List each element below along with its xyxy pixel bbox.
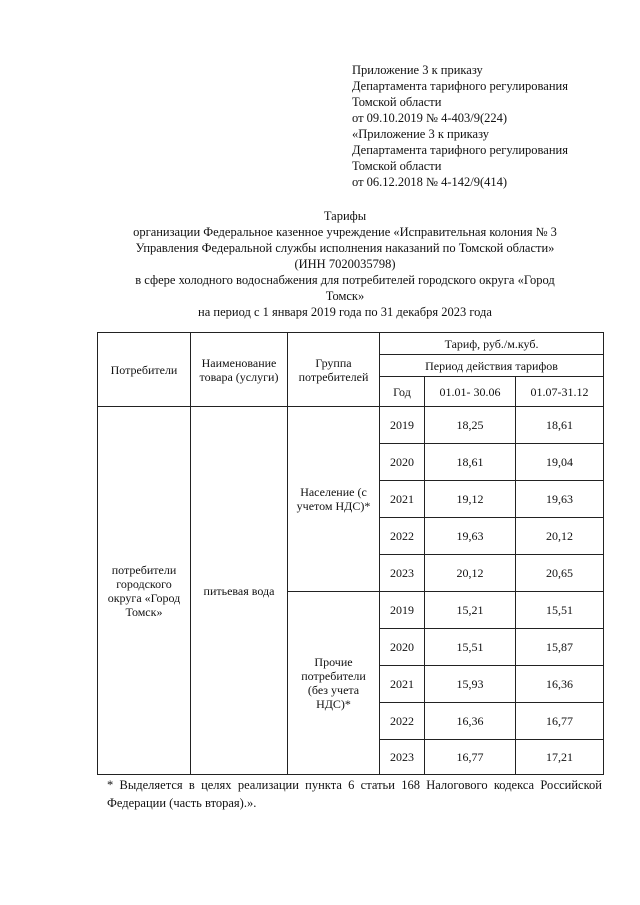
title-line: (ИНН 7020035798) bbox=[294, 257, 396, 271]
product-cell: питьевая вода bbox=[191, 407, 288, 775]
appendix-line: «Приложение 3 к приказу bbox=[352, 127, 490, 141]
header-group: Группа потребителей bbox=[288, 333, 380, 407]
tariff-value-cell: 18,61 bbox=[516, 407, 604, 444]
tariff-table bbox=[97, 332, 604, 775]
footnote: * Выделяется в целях реализации пункта 6 статьи 168 Налогового кодекса Российской Федерации (часть вторая).». bbox=[107, 778, 602, 810]
tariff-value-cell: 17,21 bbox=[516, 740, 604, 775]
header-period: Период действия тарифов bbox=[380, 355, 604, 377]
tariff-value-cell: 15,51 bbox=[516, 592, 604, 629]
year-cell: 2019 bbox=[380, 407, 425, 444]
header-half2: 01.07-31.12 bbox=[516, 377, 604, 407]
tariff-value-cell: 19,12 bbox=[425, 481, 516, 518]
year-cell: 2021 bbox=[380, 481, 425, 518]
tariff-value-cell: 19,63 bbox=[516, 481, 604, 518]
header-product: Наименование товара (услуги) bbox=[191, 333, 288, 407]
header-tariff: Тариф, руб./м.куб. bbox=[380, 333, 604, 355]
appendix-block bbox=[352, 62, 622, 190]
title-line: Управления Федеральной службы исполнения наказаний по Томской области» bbox=[135, 241, 555, 255]
tariff-value-cell: 18,61 bbox=[425, 444, 516, 481]
appendix-line: от 09.10.2019 № 4-403/9(224) bbox=[352, 111, 508, 125]
tariff-value-cell: 15,51 bbox=[425, 629, 516, 666]
appendix-line: Томской области bbox=[352, 95, 442, 109]
appendix-line: Томской области bbox=[352, 159, 442, 173]
tariff-value-cell: 19,63 bbox=[425, 518, 516, 555]
group-cell: Население (с учетом НДС)* bbox=[288, 407, 380, 592]
appendix-line: Департамента тарифного регулирования bbox=[352, 79, 568, 93]
year-cell: 2020 bbox=[380, 444, 425, 481]
tariff-value-cell: 16,77 bbox=[516, 703, 604, 740]
tariff-value-cell: 20,12 bbox=[516, 518, 604, 555]
tariff-value-cell: 15,87 bbox=[516, 629, 604, 666]
tariff-value-cell: 18,25 bbox=[425, 407, 516, 444]
appendix-line: Приложение 3 к приказу bbox=[352, 63, 483, 77]
title-line: в сфере холодного водоснабжения для потребителей городского округа «Город bbox=[135, 273, 555, 287]
year-cell: 2023 bbox=[380, 555, 425, 592]
group-cell: Прочие потребители (без учета НДС)* bbox=[288, 592, 380, 775]
header-row bbox=[98, 333, 604, 355]
tariff-value-cell: 19,04 bbox=[516, 444, 604, 481]
tariff-value-cell: 15,93 bbox=[425, 666, 516, 703]
year-cell: 2019 bbox=[380, 592, 425, 629]
year-cell: 2022 bbox=[380, 703, 425, 740]
tariff-value-cell: 20,12 bbox=[425, 555, 516, 592]
header-half1: 01.01- 30.06 bbox=[425, 377, 516, 407]
tariff-value-cell: 16,77 bbox=[425, 740, 516, 775]
tariff-value-cell: 20,65 bbox=[516, 555, 604, 592]
header-year: Год bbox=[380, 377, 425, 407]
tariff-value-cell: 16,36 bbox=[425, 703, 516, 740]
title-line: организации Федеральное казенное учреждение «Исправительная колония № 3 bbox=[133, 225, 557, 239]
tariff-value-cell: 15,21 bbox=[425, 592, 516, 629]
table-row bbox=[98, 407, 604, 444]
year-cell: 2021 bbox=[380, 666, 425, 703]
document-title bbox=[90, 208, 600, 320]
tariff-value-cell: 16,36 bbox=[516, 666, 604, 703]
year-cell: 2022 bbox=[380, 518, 425, 555]
title-line: Томск» bbox=[325, 289, 365, 303]
title-line: на период с 1 января 2019 года по 31 декабря 2023 года bbox=[198, 305, 492, 319]
title-heading: Тарифы bbox=[323, 209, 367, 223]
year-cell: 2020 bbox=[380, 629, 425, 666]
year-cell: 2023 bbox=[380, 740, 425, 775]
header-consumers: Потребители bbox=[98, 333, 191, 407]
consumer-cell: потребители городского округа «Город Томск» bbox=[98, 407, 191, 775]
appendix-line: Департамента тарифного регулирования bbox=[352, 143, 568, 157]
appendix-line: от 06.12.2018 № 4-142/9(414) bbox=[352, 175, 508, 189]
